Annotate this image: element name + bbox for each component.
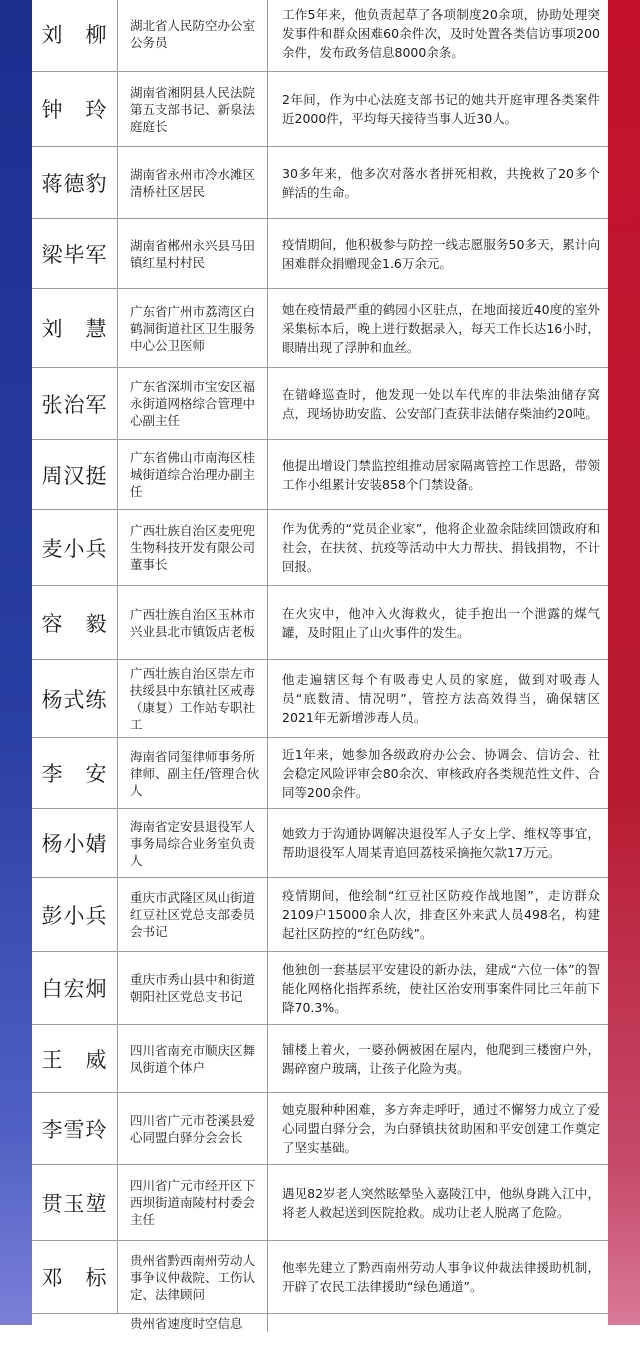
person-deed: 她在疫情最严重的鹤园小区驻点，在地面接近40度的室外采集标本后，晚上进行数据录入，每天工作长达16小时，眼睛出现了浮肿和血丝。 xyxy=(282,301,600,355)
person-deed: 在火灾中，他冲入火海救火，徒手抱出一个泄露的煤气罐，及时阻止了山火事件的发生。 xyxy=(282,605,600,640)
person-deed: 他走遍辖区每个有吸毒史人员的家庭，做到对吸毒人员“底数清、情况明”，管控方法高效得当，确保辖区2021年无新增涉毒人员。 xyxy=(282,672,600,725)
person-name: 杨小婧 xyxy=(32,809,118,877)
person-unit: 广西壮族自治区崇左市扶绥县中东镇社区戒毒（康复）工作站专职社工 xyxy=(118,660,268,737)
person-name: 杨式练 xyxy=(32,660,118,737)
person-unit: 广东省佛山市南海区桂城街道综合治理办副主任 xyxy=(118,440,268,509)
person-name: 容 毅 xyxy=(32,586,118,659)
person-name: 贯玉堃 xyxy=(32,1165,118,1240)
table-row xyxy=(32,219,608,289)
person-name: 张治军 xyxy=(32,368,118,439)
person-unit: 湖南省永州市冷水滩区清桥社区居民 xyxy=(118,147,268,218)
person-unit: 广东省广州市荔湾区白鹤洞街道社区卫生服务中心公卫医师 xyxy=(118,289,268,367)
person-name: 王 威 xyxy=(32,1025,118,1092)
person-unit: 湖南省郴州永兴县马田镇红星村村民 xyxy=(118,219,268,288)
person-deed: 他提出增设门禁监控组推动居家隔离管控工作思路，带领工作小组累计安装858个门禁设备。 xyxy=(282,457,600,492)
table-row xyxy=(32,660,608,738)
person-name: 彭小兵 xyxy=(32,878,118,951)
person-unit: 重庆市武隆区凤山街道红豆社区党总支部委员会书记 xyxy=(118,878,268,951)
table-row xyxy=(32,1165,608,1241)
person-unit: 海南省定安县退役军人事务局综合业务室负责人 xyxy=(118,809,268,877)
person-name: 蒋德豹 xyxy=(32,147,118,218)
table-row xyxy=(32,738,608,809)
person-name: 李 安 xyxy=(32,738,118,808)
person-deed: 在错峰巡查时，他发现一处以车代库的非法柴油储存窝点，现场协助安监、公安部门查获非法储存柴油约20吨。 xyxy=(282,386,600,421)
person-unit: 贵州省黔西南州劳动人事争议仲裁院、工伤认定、法律顾问 xyxy=(118,1241,268,1313)
person-deed: 30多年来，他多次对落水者拼死相救，共挽救了20多个鲜活的生命。 xyxy=(282,165,600,200)
person-unit: 广东省深圳市宝安区福永街道网格综合管理中心副主任 xyxy=(118,368,268,439)
table-row xyxy=(32,440,608,510)
person-deed: 作为优秀的“党员企业家”，他将企业盈余陆续回馈政府和社会，在扶贫、抗疫等活动中大力帮扶、捐钱捐物，不计回报。 xyxy=(282,521,600,574)
person-deed: 铺楼上着火，一婆孙俩被困在屋内，他爬到三楼窗户外，踢碎窗户玻璃，让孩子化险为夷。 xyxy=(282,1041,600,1076)
person-deed: 遇见82岁老人突然眩晕坠入嘉陵江中，他纵身跳入江中，将老人救起送到医院抢救。成功让老人脱离了危险。 xyxy=(282,1185,600,1220)
table-row xyxy=(32,952,608,1025)
person-unit: 四川省南充市顺庆区舞凤街道个体户 xyxy=(118,1025,268,1092)
table-row xyxy=(32,1314,608,1354)
table-row xyxy=(32,1093,608,1165)
table-row xyxy=(32,878,608,952)
person-deed: 他率先建立了黔西南州劳动人事争议仲裁法律援助机制，开辟了农民工法律援助“绿色通道”。 xyxy=(282,1260,600,1294)
person-unit: 重庆市秀山县中和街道朝阳社区党总支书记 xyxy=(118,952,268,1024)
person-name: 刘 慧 xyxy=(32,289,118,367)
table-row xyxy=(32,0,608,72)
person-deed: 她克服种种困难，多方奔走呼吁，通过不懈努力成立了爱心同盟白驿分会，为白驿镇扶贫助困和平安创建工作奠定了坚实基础。 xyxy=(282,1102,600,1155)
person-deed: 她致力于沟通协调解决退役军人子女上学、维权等事宜，帮助退役军人周某青追回荔枝采摘拖欠款17万元。 xyxy=(282,826,600,860)
person-unit: 广西壮族自治区麦兜兜生物科技开发有限公司董事长 xyxy=(118,510,268,585)
person-name: 刘 柳 xyxy=(32,0,118,71)
table-row xyxy=(32,72,608,147)
person-deed: 工作5年来，他负责起草了各项制度20余项，协助处理突发事件和群众困难60余件次，及时处置各类信访事项200余件，发布政务信息8000余条。 xyxy=(282,7,600,60)
table-row xyxy=(32,1025,608,1093)
person-name: 梁毕军 xyxy=(32,219,118,288)
person-unit: 海南省同玺律师事务所律师、副主任/管理合伙人 xyxy=(118,738,268,808)
person-unit: 四川省广元市苍溪县爱心同盟白驿分会会长 xyxy=(118,1093,268,1164)
person-deed: 近1年来，她参加各级政府办公会、协调会、信访会、社会稳定风险评审会80余次、审核政府各类规范性文件、合同等200余件。 xyxy=(282,746,600,800)
person-deed: 他独创一套基层平安建设的新办法，建成“六位一体”的智能化网格化指挥系统，使社区治安刑事案件同比三年前下降70.3%。 xyxy=(282,961,600,1015)
person-unit: 四川省广元市经开区下西坝街道南陵村村委会主任 xyxy=(118,1165,268,1240)
table-row xyxy=(32,147,608,219)
person-name: 邓 标 xyxy=(32,1241,118,1313)
person-deed: 2年间，作为中心法庭支部书记的她共开庭审理各类案件近2000件，平均每天接待当事人近30人。 xyxy=(282,92,600,126)
person-name: 李雪玲 xyxy=(32,1093,118,1164)
table-row xyxy=(32,1241,608,1314)
person-unit: 广西壮族自治区玉林市兴业县北市镇饭店老板 xyxy=(118,586,268,659)
person-name: 周汉挺 xyxy=(32,440,118,509)
table-row xyxy=(32,586,608,660)
person-deed: 疫情期间，他绘制“红豆社区防疫作战地图”，走访群众2109户15000余人次，排查区外来武人员498名，构建起社区防控的“红色防线”。 xyxy=(282,888,600,941)
person-unit: 湖北省人民防空办公室公务员 xyxy=(118,0,268,71)
left-border-decoration xyxy=(0,0,32,1325)
table-row xyxy=(32,289,608,368)
right-border-decoration xyxy=(608,0,640,1325)
table-row xyxy=(32,809,608,878)
person-name: 白宏炯 xyxy=(32,952,118,1024)
person-deed: 疫情期间，他积极参与防控一线志愿服务50多天，累计向困难群众捐赠现金1.6万余元。 xyxy=(282,236,600,271)
person-unit: 贵州省速度时空信息 xyxy=(118,1314,268,1332)
person-name: 麦小兵 xyxy=(32,510,118,585)
table-row xyxy=(32,368,608,440)
honor-table xyxy=(32,0,608,1354)
person-unit: 湖南省湘阴县人民法院第五支部书记、新泉法庭庭长 xyxy=(118,72,268,146)
table-row xyxy=(32,510,608,586)
person-name: 钟 玲 xyxy=(32,72,118,146)
